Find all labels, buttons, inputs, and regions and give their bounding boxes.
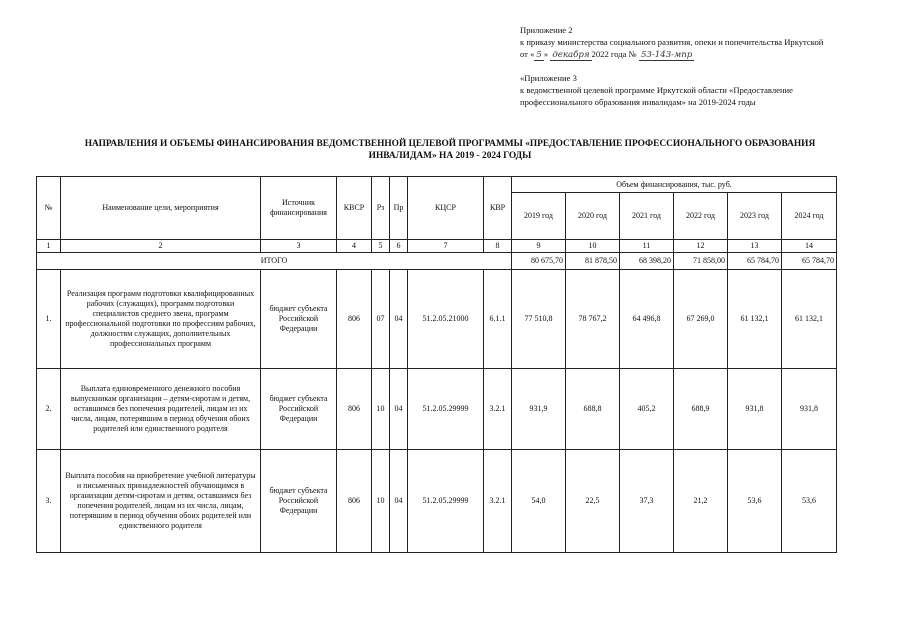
row-kvsr: 806 (337, 369, 372, 450)
header-rz: Рз (372, 177, 390, 240)
header-year: 2023 год (728, 193, 782, 240)
total-value: 81 878,50 (566, 253, 620, 270)
table-row (37, 369, 837, 450)
row-source: бюджет субъекта Российской Федерации (261, 369, 337, 450)
title-line-1: НАПРАВЛЕНИЯ И ОБЪЕМЫ ФИНАНСИРОВАНИЯ ВЕДОМСТВЕННОЙ ЦЕЛЕВОЙ ПРОГРАММЫ «ПРЕДОСТАВЛЕНИЕ ПРОФЕССИОНАЛЬНОГО ОБРАЗОВАНИЯ (84, 139, 816, 149)
row-name: Выплата единовременного денежного пособия выпускникам организации – детям-сиротам и детям, оставшимся без попечения родителей, лицам из их числа, лицам, потерявшим в период обучения обоих родителей или единственного родителя (61, 369, 261, 450)
row-value: 53,6 (782, 450, 837, 553)
row-kcsr: 51.2.05.29999 (408, 369, 484, 450)
total-row (37, 253, 837, 270)
row-value: 54,0 (512, 450, 566, 553)
row-value: 931,9 (512, 369, 566, 450)
row-value: 64 496,8 (620, 270, 674, 369)
order-number-handwritten: 53-143-мпр (640, 50, 693, 60)
row-value: 37,3 (620, 450, 674, 553)
total-value: 71 858,00 (674, 253, 728, 270)
row-value: 61 132,1 (728, 270, 782, 369)
document-title (30, 138, 870, 162)
column-number: 2 (61, 240, 261, 253)
total-label: ИТОГО (37, 253, 512, 270)
row-kvr: 3.2.1 (484, 450, 512, 553)
appendix-line-1: Приложение 2 (520, 25, 573, 35)
row-value: 67 269,0 (674, 270, 728, 369)
header-volume: Объем финансирования, тыс. руб. (512, 177, 837, 193)
header-kcsr: КЦСР (408, 177, 484, 240)
row-source: бюджет субъекта Российской Федерации (261, 270, 337, 369)
column-number: 1 (37, 240, 61, 253)
total-value: 65 784,70 (782, 253, 837, 270)
total-value: 80 675,70 (512, 253, 566, 270)
header-source: Источник финансирования (261, 177, 337, 240)
column-number: 12 (674, 240, 728, 253)
row-value: 688,8 (566, 369, 620, 450)
order-day-handwritten: 5 (536, 50, 542, 60)
column-number: 13 (728, 240, 782, 253)
financing-table (36, 176, 837, 553)
column-number: 7 (408, 240, 484, 253)
column-number: 3 (261, 240, 337, 253)
column-number: 6 (390, 240, 408, 253)
header-year: 2019 год (512, 193, 566, 240)
appendix-line-6: профессионального образования инвалидам» на 2019-2024 годы (520, 97, 756, 107)
row-value: 61 132,1 (782, 270, 837, 369)
column-number: 4 (337, 240, 372, 253)
table-row (37, 450, 837, 553)
column-number-row (37, 240, 837, 253)
row-value: 22,5 (566, 450, 620, 553)
row-value: 78 767,2 (566, 270, 620, 369)
table-row (37, 270, 837, 369)
row-rz: 10 (372, 450, 390, 553)
appendix-line-2: к приказу министерства социального развития, опеки и попечительства Иркутской (520, 37, 824, 47)
order-year: 2022 года № (591, 49, 637, 59)
appendix-block (520, 24, 890, 108)
row-source: бюджет субъекта Российской Федерации (261, 450, 337, 553)
header-year: 2024 год (782, 193, 837, 240)
order-month-handwritten: декабря (552, 50, 590, 60)
row-kvr: 6.1.1 (484, 270, 512, 369)
column-number: 11 (620, 240, 674, 253)
column-number: 10 (566, 240, 620, 253)
column-number: 9 (512, 240, 566, 253)
total-value: 65 784,70 (728, 253, 782, 270)
appendix-line-3 (520, 48, 890, 61)
header-pr: Пр (390, 177, 408, 240)
row-kvsr: 806 (337, 450, 372, 553)
appendix-line-4: «Приложение 3 (520, 73, 577, 83)
title-line-2: ИНВАЛИДАМ» НА 2019 - 2024 ГОДЫ (368, 151, 532, 161)
row-rz: 07 (372, 270, 390, 369)
row-pr: 04 (390, 450, 408, 553)
column-number: 14 (782, 240, 837, 253)
row-value: 77 510,8 (512, 270, 566, 369)
row-kvr: 3.2.1 (484, 369, 512, 450)
row-number: 1. (37, 270, 61, 369)
row-pr: 04 (390, 270, 408, 369)
row-kcsr: 51.2.05.29999 (408, 450, 484, 553)
order-date-mid: » (543, 49, 549, 59)
header-no: № (37, 177, 61, 240)
total-value: 68 398,20 (620, 253, 674, 270)
header-name: Наименование цели, мероприятия (61, 177, 261, 240)
header-year: 2022 год (674, 193, 728, 240)
appendix-line-5: к ведомственной целевой программе Иркутской области «Предоставление (520, 85, 793, 95)
row-value: 688,9 (674, 369, 728, 450)
header-kvsr: КВСР (337, 177, 372, 240)
row-pr: 04 (390, 369, 408, 450)
row-name: Выплата пособия на приобретение учебной литературы и письменных принадлежностей обучающимся в организации детям-сиротам и детям, оставшимся без попечения родителей, лицам из их числа, лицам, потерявшим в период обучения обоих родителей или единственного родителя (61, 450, 261, 553)
column-number: 8 (484, 240, 512, 253)
row-kcsr: 51.2.05.21000 (408, 270, 484, 369)
row-rz: 10 (372, 369, 390, 450)
row-value: 405,2 (620, 369, 674, 450)
row-value: 21,2 (674, 450, 728, 553)
header-year: 2020 год (566, 193, 620, 240)
row-name: Реализация программ подготовки квалифицированных рабочих (служащих), программ подготовки специалистов среднего звена, программ профессиональной подготовки по профессиям рабочих, должностям служащих, дополнительных профессиональных программ (61, 270, 261, 369)
row-number: 2. (37, 369, 61, 450)
row-kvsr: 806 (337, 270, 372, 369)
row-value: 931,8 (782, 369, 837, 450)
row-value: 53,6 (728, 450, 782, 553)
column-number: 5 (372, 240, 390, 253)
order-date-prefix: от « (520, 49, 535, 59)
header-kvr: КВР (484, 177, 512, 240)
header-year: 2021 год (620, 193, 674, 240)
row-value: 931,8 (728, 369, 782, 450)
row-number: 3. (37, 450, 61, 553)
